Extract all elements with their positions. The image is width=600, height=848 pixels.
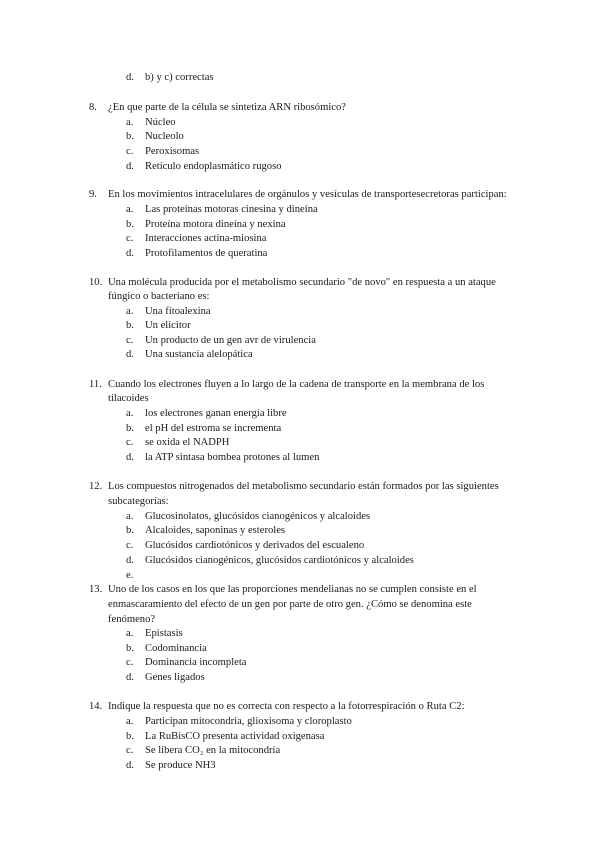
option-text: Glucósidos cianogénicos, glucósidos cardiotónicos y alcaloides [145, 555, 414, 566]
question-number: 13. [89, 584, 103, 595]
question-text: Los compuestos nitrogenados del metabolismo secundario están formados por las siguientes [108, 481, 499, 492]
question-text: Uno de los casos en los que las proporciones mendelianas no se cumplen consiste en el [108, 584, 477, 595]
option-text: Retículo endoplasmático rugoso [145, 161, 282, 172]
question-number: 11. [89, 379, 102, 390]
question-text-continued: fúngico o bacteriano es: [108, 291, 210, 302]
option-letter: a. [126, 117, 134, 128]
option-text: Un elicitor [145, 320, 191, 331]
option-letter: a. [126, 511, 134, 522]
question-text-continued: fenómeno? [108, 614, 156, 625]
option-text: Núcleo [145, 117, 176, 128]
option-letter: e. [126, 570, 134, 581]
option-text: los electrones ganan energía libre [145, 408, 287, 419]
option-letter: c. [126, 233, 134, 244]
option-text: Se libera CO₂ en la mitocondria [145, 745, 281, 756]
option-letter: d. [126, 672, 134, 683]
option-text: Alcaloides, saponinas y esteroles [145, 525, 286, 536]
option-letter: d. [126, 349, 134, 360]
question-text-continued: subcategorías: [108, 496, 169, 507]
question-text: Indique la respuesta que no es correcta con respecto a la fotorrespiración o Ruta C2: [108, 701, 465, 712]
option-letter: d. [126, 248, 134, 259]
option-text: Glucósidos cardiotónicos y derivados del escualeno [145, 540, 365, 551]
option-text: Interacciones actina-miosina [145, 233, 267, 244]
option-text: Protofilamentos de queratina [145, 248, 268, 259]
option-letter: c. [126, 657, 134, 668]
option-text: Peroxisomas [145, 146, 200, 157]
option-text: Participan mitocondria, glioxisoma y cloroplasto [145, 716, 352, 727]
option-letter: b. [126, 643, 134, 654]
question-text: En los movimientos intracelulares de orgánulos y vesículas de transportesecretoras participan: [108, 189, 507, 200]
option-letter: c. [126, 745, 134, 756]
option-text: La RuBisCO presenta actividad oxigenasa [145, 731, 325, 742]
option-text: Una sustancia alelopática [145, 349, 253, 360]
option-text: el pH del estroma se incrementa [145, 423, 282, 434]
option-letter: b. [126, 219, 134, 230]
option-letter: d. [126, 555, 134, 566]
option-text: Proteína motora dineína y nexina [145, 219, 286, 230]
option-letter: a. [126, 306, 134, 317]
option-letter: a. [126, 204, 134, 215]
question-text-continued: enmascaramiento del efecto de un gen por parte de otro gen. ¿Cómo se denomina este [108, 599, 472, 610]
question-number: 14. [89, 701, 103, 712]
option-letter: c. [126, 146, 134, 157]
option-text: Las proteínas motoras cinesina y dineína [145, 204, 318, 215]
option-letter: d. [126, 72, 134, 83]
option-text: Epistasis [145, 628, 183, 639]
option-text: Nucleolo [145, 131, 184, 142]
option-text: se oxida el NADPH [145, 437, 230, 448]
option-letter: b. [126, 525, 134, 536]
question-text-continued: tilacoides [108, 393, 149, 404]
question-number: 12. [89, 481, 103, 492]
option-text: Se produce NH3 [145, 760, 216, 771]
option-letter: c. [126, 335, 134, 346]
option-letter: b. [126, 320, 134, 331]
option-letter: c. [126, 437, 134, 448]
option-letter: c. [126, 540, 134, 551]
option-letter: d. [126, 760, 134, 771]
question-text: Cuando los electrones fluyen a lo largo de la cadena de transporte en la membrana de los [108, 379, 485, 390]
option-text: b) y c) correctas [145, 72, 214, 83]
option-letter: a. [126, 408, 134, 419]
option-text: Un producto de un gen avr de virulencia [145, 335, 316, 346]
option-text: Dominancia incompleta [145, 657, 247, 668]
option-letter: d. [126, 452, 134, 463]
option-letter: b. [126, 731, 134, 742]
option-text: Glucosinolatos, glucósidos cianogénicos y alcaloides [145, 511, 371, 522]
question-number: 8. [89, 102, 97, 113]
option-text: Genes ligados [145, 672, 205, 683]
option-text: Una fitoalexina [145, 306, 211, 317]
option-letter: d. [126, 161, 134, 172]
option-letter: b. [126, 131, 134, 142]
question-number: 10. [89, 277, 103, 288]
question-text: ¿En que parte de la célula se sintetiza ARN ribosómico? [108, 102, 346, 113]
option-text: la ATP sintasa bombea protones al lumen [145, 452, 320, 463]
question-text: Una molécula producida por el metabolismo secundario "de novo" en respuesta a un ataque [108, 277, 496, 288]
option-letter: a. [126, 716, 134, 727]
question-number: 9. [89, 189, 97, 200]
option-text: Codominancia [145, 643, 207, 654]
option-letter: b. [126, 423, 134, 434]
option-letter: a. [126, 628, 134, 639]
